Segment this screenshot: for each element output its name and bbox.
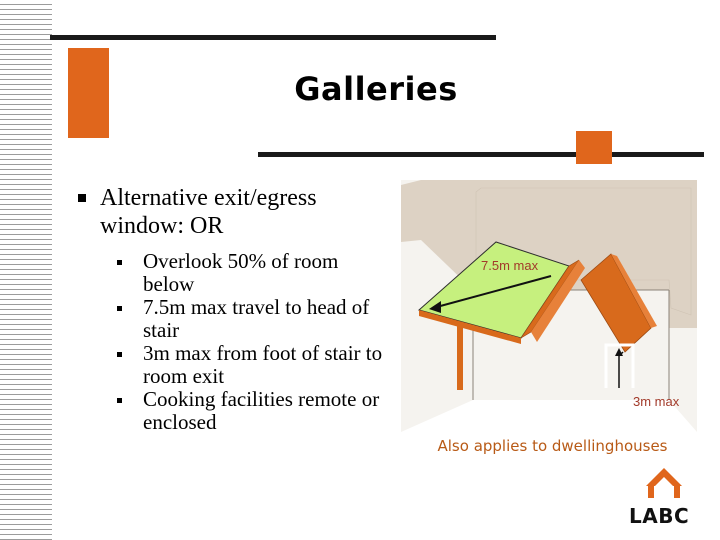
logo-roof-icon [646,468,682,486]
sub-bullet-marker [117,306,122,311]
sub-bullet-marker [117,260,122,265]
bottom-rule [258,152,704,157]
bullet-list [78,184,388,434]
sub-bullet [133,250,388,296]
diagram-caption: Also applies to dwellinghouses [437,437,668,455]
decorative-stripes [0,0,52,540]
sub-bullet [133,342,388,388]
sub-bullet-text: 7.5m max travel to head of stair [143,295,370,342]
logo-text: LABC [629,504,690,528]
top-rule [50,35,496,40]
decorative-orange-block-top [68,48,109,138]
support-post [457,324,463,390]
sub-bullet [133,388,388,434]
travel-label: 7.5m max [481,258,539,273]
sub-bullet-text: Overlook 50% of room below [143,249,339,296]
decorative-orange-block-right [576,131,612,164]
exit-label: 3m max [633,394,680,409]
sub-bullet [133,296,388,342]
logo-wall-left-icon [648,486,654,498]
sub-bullet-text: 3m max from foot of stair to room exit [143,341,383,388]
sub-bullet-list [78,250,388,434]
sub-bullet-text: Cooking facilities remote or enclosed [143,387,380,434]
sub-bullet-marker [117,398,122,403]
gallery-diagram [401,180,697,432]
sub-bullet-marker [117,352,122,357]
bullet-marker [78,194,86,202]
main-bullet [78,184,388,240]
slide-title: Galleries [294,70,458,108]
main-bullet-text: Alternative exit/egress window: OR [100,185,317,239]
logo-wall-right-icon [674,486,680,498]
